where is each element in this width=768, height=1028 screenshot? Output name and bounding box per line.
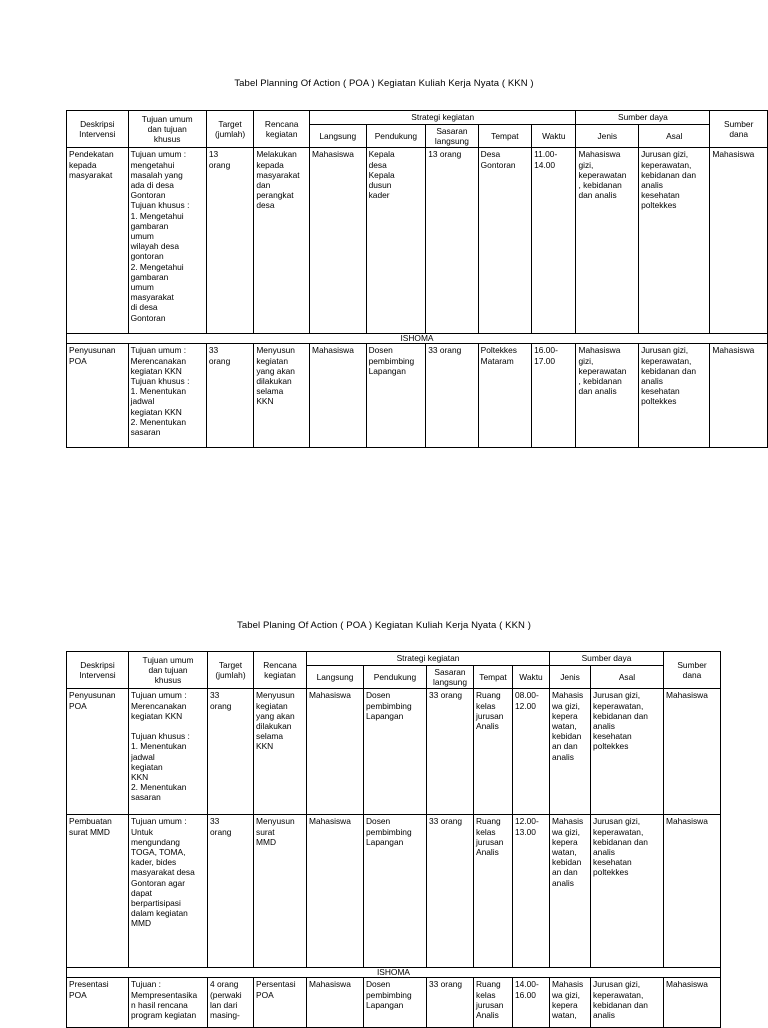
cell-rencana: Menyusun kegiatan yang akan dilakukan selama KKN [254,344,310,448]
header-asal: Asal [591,666,664,689]
table-row [67,815,721,968]
cell-waktu: 14.00- 16.00 [513,978,550,1028]
table-title: Tabel Planning Of Action ( POA ) Kegiatan Kuliah Kerja Nyata ( KKN ) [234,78,534,89]
cell-rencana: Persentasi POA [254,978,307,1028]
cell-dana: Mahasiswa [664,689,721,815]
header-langsung: Langsung [307,666,364,689]
header-jenis: Jenis [576,125,639,148]
header-strategi: Strategi kegiatan [310,111,576,125]
table-row [67,344,768,448]
cell-jenis: Mahasis wa gizi, kepera watan, kebidan an dan analis [550,815,591,968]
cell-pendukung: Dosen pembimbing Lapangan [364,815,427,968]
cell-asal: Jurusan gizi, keperawatan, kebidanan dan analis kesehatan poltekkes [639,344,710,448]
cell-target: 33 orang [208,689,254,815]
cell-dana: Mahasiswa [664,815,721,968]
cell-rencana: Menyusun surat MMD [254,815,307,968]
cell-jenis: Mahasis wa gizi, kepera watan, kebidan an dan analis [550,689,591,815]
header-sasaran: Sasaran langsung [426,125,478,148]
header-sasaran: Sasaran langsung [427,666,474,689]
table-row-ishoma [67,968,721,978]
cell-waktu: 11.00- 14.00 [532,148,576,334]
cell-pendukung: Dosen pembimbing Lapangan [364,689,427,815]
cell-pendukung: Dosen pembimbing Lapangan [366,344,426,448]
header-pendukung: Pendukung [366,125,426,148]
header-sumber-daya: Sumber daya [550,652,664,666]
cell-target: 13 orang [206,148,253,334]
table-row-ishoma [67,334,768,344]
cell-tempat: Desa Gontoran [478,148,531,334]
cell-sasaran: 33 orang [427,815,474,968]
table-row [67,148,768,334]
header-rencana: Rencana kegiatan [254,652,307,689]
cell-deskripsi: Penyusunan POA [67,689,129,815]
cell-langsung: Mahasiswa [310,148,367,334]
cell-langsung: Mahasiswa [310,344,367,448]
cell-deskripsi: Pembuatan surat MMD [67,815,129,968]
header-tujuan: Tujuan umum dan tujuan khusus [129,652,208,689]
cell-asal: Jurusan gizi, keperawatan, kebidanan dan analis kesehatan poltekkes [591,689,664,815]
header-target: Target (jumlah) [208,652,254,689]
cell-langsung: Mahasiswa [307,815,364,968]
poa-table [66,110,768,448]
header-target: Target (jumlah) [206,111,253,148]
cell-deskripsi: Penyusunan POA [67,344,129,448]
header-pendukung: Pendukung [364,666,427,689]
cell-tujuan: Tujuan umum : Merencanakan kegiatan KKN Tujuan khusus : 1. Menentukan jadwal kegiatan KKN 2. Menentukan sasaran [129,689,208,815]
cell-tempat: Ruang kelas jurusan Analis [474,689,513,815]
poa-page-1 [0,0,768,460]
cell-tempat: Poltekkes Mataram [478,344,531,448]
cell-sasaran: 33 orang [427,978,474,1028]
header-deskripsi: Deskripsi Intervensi [67,652,129,689]
cell-langsung: Mahasiswa [307,689,364,815]
poa-table [66,651,721,1028]
cell-rencana: Menyusun kegiatan yang akan dilakukan selama KKN [254,689,307,815]
cell-deskripsi: Pendekatan kepada masyarakat [67,148,129,334]
cell-waktu: 08.00- 12.00 [513,689,550,815]
header-strategi: Strategi kegiatan [307,652,550,666]
cell-sasaran: 13 orang [426,148,478,334]
cell-deskripsi: Presentasi POA [67,978,129,1028]
cell-dana: Mahasiswa [664,978,721,1028]
header-tujuan: Tujuan umum dan tujuan khusus [128,111,206,148]
cell-dana: Mahasiswa [710,148,768,334]
header-sumber-dana: Sumber dana [664,652,721,689]
cell-tempat: Ruang kelas jurusan Analis [474,815,513,968]
ishoma-break-label: ISHOMA [67,968,721,978]
header-asal: Asal [639,125,710,148]
cell-asal: Jurusan gizi, keperawatan, kebidanan dan analis kesehatan poltekkes [639,148,710,334]
header-tempat: Tempat [474,666,513,689]
cell-langsung: Mahasiswa [307,978,364,1028]
header-langsung: Langsung [310,125,367,148]
header-waktu: Waktu [513,666,550,689]
cell-rencana: Melakukan kepada masyarakat dan perangkat desa [254,148,310,334]
header-deskripsi: Deskripsi Intervensi [67,111,129,148]
table-row [67,978,721,1028]
header-waktu: Waktu [532,125,576,148]
ishoma-break-label: ISHOMA [67,334,768,344]
cell-asal: Jurusan gizi, keperawatan, kebidanan dan analis [591,978,664,1028]
table-title: Tabel Planing Of Action ( POA ) Kegiatan Kuliah Kerja Nyata ( KKN ) [237,620,531,631]
cell-sasaran: 33 orang [427,689,474,815]
cell-target: 4 orang (perwaki lan dari masing- [208,978,254,1028]
header-sumber-dana: Sumber dana [710,111,768,148]
cell-tujuan: Tujuan umum : Merencanakan kegiatan KKN Tujuan khusus : 1. Menentukan jadwal kegiatan KKN 2. Menentukan sasaran [128,344,206,448]
cell-tujuan: Tujuan umum : Untuk mengundang TOGA, TOMA, kader, bides masyarakat desa Gontoran agar dapat berpartisipasi dalam kegiatan MMD [129,815,208,968]
cell-waktu: 16.00- 17.00 [532,344,576,448]
header-tempat: Tempat [478,125,531,148]
cell-tujuan: Tujuan umum : mengetahui masalah yang ada di desa Gontoran Tujuan khusus : 1. Mengetahui gambaran umum wilayah desa gontoran 2. Mengetahui gambaran umum masyarakat di desa Gontoran [128,148,206,334]
cell-tujuan: Tujuan : Mempresentasika n hasil rencana program kegiatan [129,978,208,1028]
cell-asal: Jurusan gizi, keperawatan, kebidanan dan analis kesehatan poltekkes [591,815,664,968]
header-rencana: Rencana kegiatan [254,111,310,148]
cell-target: 33 orang [206,344,253,448]
cell-pendukung: Dosen pembimbing Lapangan [364,978,427,1028]
cell-waktu: 12.00- 13.00 [513,815,550,968]
poa-page-2 [0,540,768,1024]
cell-target: 33 orang [208,815,254,968]
cell-jenis: Mahasiswa gizi, keperawatan , kebidanan dan analis [576,148,639,334]
header-jenis: Jenis [550,666,591,689]
table-row [67,689,721,815]
cell-sasaran: 33 orang [426,344,478,448]
cell-dana: Mahasiswa [710,344,768,448]
header-sumber-daya: Sumber daya [576,111,710,125]
cell-tempat: Ruang kelas jurusan Analis [474,978,513,1028]
cell-jenis: Mahasis wa gizi, kepera watan, [550,978,591,1028]
cell-jenis: Mahasiswa gizi, keperawatan , kebidanan dan analis [576,344,639,448]
cell-pendukung: Kepala desa Kepala dusun kader [366,148,426,334]
